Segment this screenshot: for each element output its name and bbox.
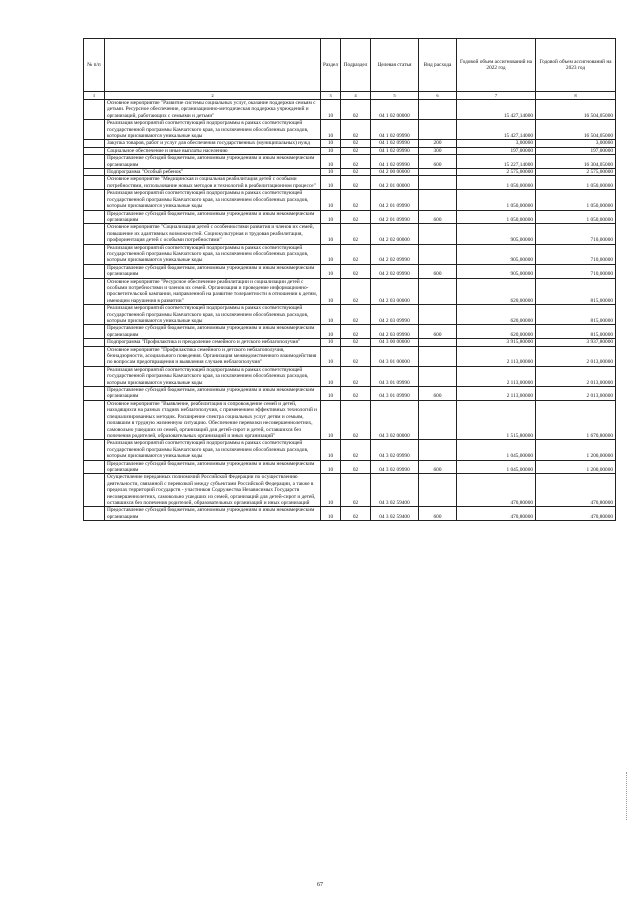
row-podrazdel: 02 xyxy=(341,120,371,140)
table-row xyxy=(84,176,616,190)
row-vid xyxy=(419,366,457,386)
row-num xyxy=(84,140,105,147)
row-sum2023: 16 504,05000 xyxy=(536,100,616,120)
row-vid: 300 xyxy=(419,147,457,154)
table-row xyxy=(84,147,616,154)
row-tsel: 04 1 02 09990 xyxy=(371,120,419,140)
row-sum2023: 470,80000 xyxy=(536,474,616,507)
row-sum2023: 1 050,00000 xyxy=(536,190,616,210)
table-row xyxy=(84,474,616,507)
row-podrazdel: 02 xyxy=(341,169,371,176)
row-vid xyxy=(419,120,457,140)
row-tsel: 04 2 03 09990 xyxy=(371,325,419,339)
row-sum2023: 1 670,80000 xyxy=(536,400,616,439)
row-razdel: 10 xyxy=(321,264,341,278)
row-vid xyxy=(419,339,457,346)
row-sum2022: 620,00000 xyxy=(457,325,536,339)
row-num xyxy=(84,120,105,140)
row-vid xyxy=(419,169,457,176)
row-num xyxy=(84,325,105,339)
table-row xyxy=(84,346,616,366)
row-razdel: 10 xyxy=(321,190,341,210)
row-podrazdel: 02 xyxy=(341,339,371,346)
column-number: 4 xyxy=(341,92,371,100)
row-razdel: 10 xyxy=(321,100,341,120)
row-podrazdel: 02 xyxy=(341,224,371,244)
row-sum2023: 710,00000 xyxy=(536,264,616,278)
column-number: 1 xyxy=(84,92,105,100)
row-num xyxy=(84,507,105,521)
column-number: 8 xyxy=(536,92,616,100)
row-sum2023: 16 504,05000 xyxy=(536,120,616,140)
row-razdel: 10 xyxy=(321,147,341,154)
row-sum2023: 2 013,00000 xyxy=(536,366,616,386)
row-sum2023: 2 013,00000 xyxy=(536,346,616,366)
row-tsel: 04 2 03 00000 xyxy=(371,278,419,305)
row-vid xyxy=(419,474,457,507)
table-row xyxy=(84,339,616,346)
row-vid xyxy=(419,440,457,460)
row-tsel: 04 1 02 09990 xyxy=(371,155,419,169)
row-razdel: 10 xyxy=(321,155,341,169)
row-tsel: 04 2 02 09990 xyxy=(371,244,419,264)
table-row xyxy=(84,244,616,264)
row-sum2023: 1 200,00000 xyxy=(536,460,616,474)
row-name: Реализация мероприятий соответствующей подпрограммы в рамках соответствующей государственной программы Камчатского края, за исключением обособленных расходов, которым присваиваются уникальные коды xyxy=(105,190,321,210)
row-sum2022: 1 045,00000 xyxy=(457,460,536,474)
table-row xyxy=(84,278,616,305)
row-num xyxy=(84,339,105,346)
row-podrazdel: 02 xyxy=(341,346,371,366)
row-num xyxy=(84,169,105,176)
row-vid: 600 xyxy=(419,210,457,224)
row-sum2022: 1 050,00000 xyxy=(457,210,536,224)
row-num xyxy=(84,147,105,154)
row-num xyxy=(84,210,105,224)
header-sum2022: Годовой объем ассигнований на 2022 год xyxy=(457,39,536,92)
row-sum2023: 1 200,00000 xyxy=(536,440,616,460)
row-num xyxy=(84,387,105,401)
row-tsel: 04 2 03 09990 xyxy=(371,305,419,325)
row-sum2022: 1 515,80000 xyxy=(457,400,536,439)
row-podrazdel: 02 xyxy=(341,366,371,386)
table-row xyxy=(84,100,616,120)
table-row xyxy=(84,507,616,521)
row-sum2023: 1 050,00000 xyxy=(536,210,616,224)
row-sum2022: 197,00000 xyxy=(457,147,536,154)
row-podrazdel: 02 xyxy=(341,140,371,147)
row-num xyxy=(84,176,105,190)
row-vid xyxy=(419,305,457,325)
row-num xyxy=(84,155,105,169)
row-sum2022: 905,00000 xyxy=(457,264,536,278)
row-vid xyxy=(419,244,457,264)
row-name: Реализация мероприятий соответствующей подпрограммы в рамках соответствующей государственной программы Камчатского края, за исключением обособленных расходов, которым присваиваются уникальные коды xyxy=(105,305,321,325)
row-num xyxy=(84,346,105,366)
table-row xyxy=(84,366,616,386)
row-tsel: 04 3 02 09990 xyxy=(371,460,419,474)
budget-table xyxy=(83,38,616,521)
row-podrazdel: 02 xyxy=(341,190,371,210)
row-sum2023: 815,00000 xyxy=(536,325,616,339)
row-vid: 600 xyxy=(419,155,457,169)
row-sum2022: 1 050,00000 xyxy=(457,190,536,210)
row-tsel: 04 3 01 09990 xyxy=(371,387,419,401)
header-sum2023: Годовой объем ассигнований на 2023 год xyxy=(536,39,616,92)
row-tsel: 04 3 02 59400 xyxy=(371,474,419,507)
table-row xyxy=(84,210,616,224)
row-sum2023: 2 013,00000 xyxy=(536,387,616,401)
row-sum2023: 3 937,80000 xyxy=(536,339,616,346)
column-number: 5 xyxy=(371,92,419,100)
table-row xyxy=(84,169,616,176)
row-tsel: 04 3 02 59400 xyxy=(371,507,419,521)
row-tsel: 04 2 01 09990 xyxy=(371,210,419,224)
row-sum2022: 3,00000 xyxy=(457,140,536,147)
row-name: Основное мероприятие "Ресурсное обеспечение реабилитации и социализации детей с особыми потребностями и членов их семей. Организация и проведение информационно-просветительской кампании, направленной на развитие толерантности в отношении к детям, имеющим нарушения в развитии" xyxy=(105,278,321,305)
row-num xyxy=(84,440,105,460)
row-razdel: 10 xyxy=(321,224,341,244)
row-num xyxy=(84,474,105,507)
row-sum2022: 15 427,14000 xyxy=(457,120,536,140)
row-podrazdel: 02 xyxy=(341,210,371,224)
table-row xyxy=(84,400,616,439)
row-razdel: 10 xyxy=(321,460,341,474)
row-sum2023: 1 050,00000 xyxy=(536,176,616,190)
column-number: 6 xyxy=(419,92,457,100)
row-tsel: 04 3 02 00000 xyxy=(371,400,419,439)
table-row xyxy=(84,140,616,147)
row-razdel: 10 xyxy=(321,278,341,305)
row-vid: 600 xyxy=(419,460,457,474)
table-row xyxy=(84,440,616,460)
row-num xyxy=(84,278,105,305)
row-razdel: 10 xyxy=(321,325,341,339)
header-razdel: Раздел xyxy=(321,39,341,92)
row-tsel: 04 3 01 09990 xyxy=(371,366,419,386)
row-vid xyxy=(419,278,457,305)
row-num xyxy=(84,190,105,210)
row-name: Закупка товаров, работ и услуг для обеспечения государственных (муниципальных) нужд xyxy=(105,140,321,147)
row-sum2022: 1 050,00000 xyxy=(457,176,536,190)
row-sum2022: 15 427,14000 xyxy=(457,100,536,120)
row-vid xyxy=(419,100,457,120)
row-num xyxy=(84,244,105,264)
row-tsel: 04 1 02 09990 xyxy=(371,140,419,147)
row-num xyxy=(84,100,105,120)
row-podrazdel: 02 xyxy=(341,176,371,190)
row-tsel: 04 1 02 09990 xyxy=(371,147,419,154)
row-name: Подпрограмма "Особый ребенок" xyxy=(105,169,321,176)
row-name: Предоставление субсидий бюджетным, автономным учреждениям и иным некоммерческим организациям xyxy=(105,507,321,521)
row-razdel: 10 xyxy=(321,474,341,507)
row-sum2022: 3 915,80000 xyxy=(457,339,536,346)
row-num xyxy=(84,305,105,325)
row-vid: 600 xyxy=(419,507,457,521)
row-num xyxy=(84,224,105,244)
row-sum2023: 710,00000 xyxy=(536,224,616,244)
table-body xyxy=(84,100,616,521)
header-num: № п/п xyxy=(84,39,105,92)
row-vid: 600 xyxy=(419,387,457,401)
row-sum2022: 620,00000 xyxy=(457,278,536,305)
row-razdel: 10 xyxy=(321,140,341,147)
row-vid: 600 xyxy=(419,264,457,278)
row-name: Предоставление субсидий бюджетным, автономным учреждениям и иным некоммерческим организациям xyxy=(105,264,321,278)
row-sum2022: 620,00000 xyxy=(457,305,536,325)
row-sum2023: 197,00000 xyxy=(536,147,616,154)
row-sum2023: 3,00000 xyxy=(536,140,616,147)
table-row xyxy=(84,325,616,339)
row-razdel: 10 xyxy=(321,169,341,176)
row-sum2023: 710,00000 xyxy=(536,244,616,264)
table-row xyxy=(84,264,616,278)
table-row xyxy=(84,224,616,244)
table-row xyxy=(84,305,616,325)
row-name: Основное мероприятие "Социализация детей с особенностями развития и членов их семей, повышение их адаптивных возможностей. Социокультурная и трудовая реабилитация, профориентация детей с особыми потребностями" xyxy=(105,224,321,244)
row-sum2022: 470,80000 xyxy=(457,507,536,521)
row-sum2022: 905,00000 xyxy=(457,244,536,264)
row-tsel: 04 3 02 09990 xyxy=(371,440,419,460)
column-number: 2 xyxy=(105,92,321,100)
row-sum2022: 1 045,00000 xyxy=(457,440,536,460)
row-razdel: 10 xyxy=(321,507,341,521)
row-name: Основное мероприятие "Профилактика семейного и детского неблагополучия, безнадзорности, асоциального поведения. Организация межведомственного взаимодействия по вопросам предотвращения и выявления случаев неблагополучия" xyxy=(105,346,321,366)
row-podrazdel: 02 xyxy=(341,325,371,339)
row-podrazdel: 02 xyxy=(341,244,371,264)
row-podrazdel: 02 xyxy=(341,460,371,474)
header-name xyxy=(105,39,321,92)
row-num xyxy=(84,400,105,439)
header-tsel: Целевая статья xyxy=(371,39,419,92)
row-podrazdel: 02 xyxy=(341,305,371,325)
margin-marks xyxy=(626,772,628,820)
table-row xyxy=(84,387,616,401)
row-name: Предоставление субсидий бюджетным, автономным учреждениям и иным некоммерческим организациям xyxy=(105,325,321,339)
table-header-row xyxy=(84,39,616,92)
row-num xyxy=(84,366,105,386)
header-podrazdel: Подраздел xyxy=(341,39,371,92)
row-name: Предоставление субсидий бюджетным, автономным учреждениям и иным некоммерческим организациям xyxy=(105,210,321,224)
row-tsel: 04 2 00 00000 xyxy=(371,169,419,176)
row-vid xyxy=(419,346,457,366)
row-podrazdel: 02 xyxy=(341,147,371,154)
row-tsel: 04 3 01 00000 xyxy=(371,346,419,366)
row-name: Основное мероприятие "Выявление, реабилитация и сопровождение семей и детей, находящихся на разных стадиях неблагополучия, с применением эффективных технологий и специализированных методик. Расширение спектра социальных услуг детям и семьям, попавшим в трудную жизненную ситуацию. Обеспечение перевозки несовершеннолетних, самовольно ушедших из семей, организаций для детей-сирот и детей, оставшихся без попечения родителей, образовательных организаций и иных организаций" xyxy=(105,400,321,439)
column-number-row xyxy=(84,92,616,100)
row-name: Реализация мероприятий соответствующей подпрограммы в рамках соответствующей государственной программы Камчатского края, за исключением обособленных расходов, которым присваиваются уникальные коды xyxy=(105,440,321,460)
row-sum2022: 2 113,00000 xyxy=(457,387,536,401)
row-name: Социальное обеспечение и иные выплаты населению xyxy=(105,147,321,154)
row-podrazdel: 02 xyxy=(341,155,371,169)
row-sum2023: 16 304,05000 xyxy=(536,155,616,169)
row-num xyxy=(84,460,105,474)
column-number: 7 xyxy=(457,92,536,100)
row-name: Подпрограмма "Профилактика и преодоление семейного и детского неблагополучия" xyxy=(105,339,321,346)
table-row xyxy=(84,155,616,169)
row-tsel: 04 2 01 09990 xyxy=(371,190,419,210)
row-razdel: 10 xyxy=(321,120,341,140)
row-name: Основное мероприятие "Развитие системы социальных услуг, оказание поддержки семьям с детьми. Ресурсное обеспечение, организационно-методическая поддержка учреждений и организаций, работающих с семьями и детьми" xyxy=(105,100,321,120)
row-razdel: 10 xyxy=(321,440,341,460)
row-name: Реализация мероприятий соответствующей подпрограммы в рамках соответствующей государственной программы Камчатского края, за исключением обособленных расходов, которым присваиваются уникальные коды xyxy=(105,244,321,264)
header-vid: Вид расхода xyxy=(419,39,457,92)
row-name: Предоставление субсидий бюджетным, автономным учреждениям и иным некоммерческим организациям xyxy=(105,387,321,401)
row-vid: 600 xyxy=(419,325,457,339)
row-podrazdel: 02 xyxy=(341,400,371,439)
row-tsel: 04 1 02 00000 xyxy=(371,100,419,120)
row-sum2023: 815,00000 xyxy=(536,278,616,305)
table-row xyxy=(84,120,616,140)
column-number: 3 xyxy=(321,92,341,100)
row-razdel: 10 xyxy=(321,339,341,346)
row-name: Осуществление переданных полномочий Российской Федерации по осуществлению деятельности, связанной с перевозкой между субъектами Российской Федерации, а также в пределах территорий государств - участников Содружества Независимых Государств несовершеннолетних, самовольно ушедших из семей, организаций для детей-сирот и детей, оставшихся без попечения родителей, образовательных организаций и иных организаций xyxy=(105,474,321,507)
row-razdel: 10 xyxy=(321,400,341,439)
row-podrazdel: 02 xyxy=(341,278,371,305)
row-sum2022: 905,00000 xyxy=(457,224,536,244)
row-podrazdel: 02 xyxy=(341,387,371,401)
row-razdel: 10 xyxy=(321,210,341,224)
row-razdel: 10 xyxy=(321,346,341,366)
row-sum2023: 2 575,00000 xyxy=(536,169,616,176)
row-num xyxy=(84,264,105,278)
row-tsel: 04 2 01 00000 xyxy=(371,176,419,190)
row-sum2023: 815,00000 xyxy=(536,305,616,325)
row-sum2022: 2 575,00000 xyxy=(457,169,536,176)
row-vid xyxy=(419,176,457,190)
row-tsel: 04 2 02 00000 xyxy=(371,224,419,244)
row-podrazdel: 02 xyxy=(341,507,371,521)
table-row xyxy=(84,190,616,210)
row-vid xyxy=(419,224,457,244)
row-name: Предоставление субсидий бюджетным, автономным учреждениям и иным некоммерческим организациям xyxy=(105,460,321,474)
row-name: Основное мероприятие "Медицинская и социальная реабилитация детей с особыми потребностями, использование новых методов и технологий в реабилитационном процессе" xyxy=(105,176,321,190)
row-razdel: 10 xyxy=(321,305,341,325)
row-sum2022: 2 113,00000 xyxy=(457,346,536,366)
row-podrazdel: 02 xyxy=(341,440,371,460)
row-sum2022: 470,80000 xyxy=(457,474,536,507)
row-podrazdel: 02 xyxy=(341,264,371,278)
row-vid xyxy=(419,400,457,439)
row-name: Предоставление субсидий бюджетным, автономным учреждениям и иным некоммерческим организациям xyxy=(105,155,321,169)
row-razdel: 10 xyxy=(321,176,341,190)
row-razdel: 10 xyxy=(321,366,341,386)
row-vid: 200 xyxy=(419,140,457,147)
row-razdel: 10 xyxy=(321,387,341,401)
page-number: 67 xyxy=(317,882,323,888)
row-vid xyxy=(419,190,457,210)
row-sum2022: 2 113,00000 xyxy=(457,366,536,386)
row-name: Реализация мероприятий соответствующей подпрограммы в рамках соответствующей государственной программы Камчатского края, за исключением обособленных расходов, которым присваиваются уникальные коды xyxy=(105,120,321,140)
row-tsel: 04 3 00 00000 xyxy=(371,339,419,346)
row-name: Реализация мероприятий соответствующей подпрограммы в рамках соответствующей государственной программы Камчатского края, за исключением обособленных расходов, которым присваиваются уникальные коды xyxy=(105,366,321,386)
row-podrazdel: 02 xyxy=(341,100,371,120)
row-podrazdel: 02 xyxy=(341,474,371,507)
row-razdel: 10 xyxy=(321,244,341,264)
row-tsel: 04 2 02 09990 xyxy=(371,264,419,278)
row-sum2023: 470,80000 xyxy=(536,507,616,521)
table-row xyxy=(84,460,616,474)
row-sum2022: 15 227,14000 xyxy=(457,155,536,169)
